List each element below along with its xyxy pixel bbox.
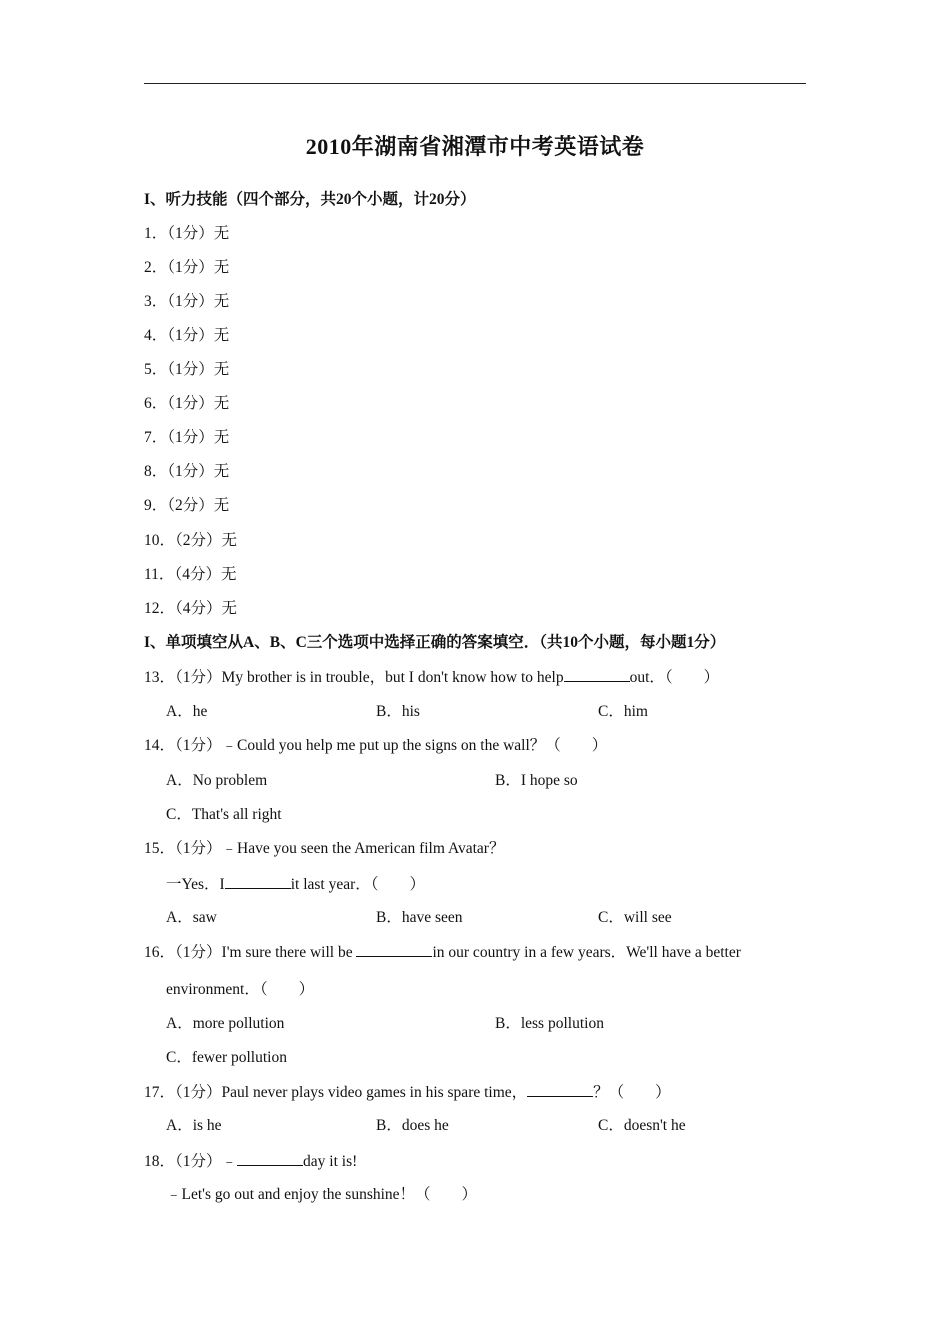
list-item: 3．（1分）无 <box>144 293 230 310</box>
question-15: 15．（1分）﹣Have you seen the American film Avatar？ <box>144 840 505 857</box>
list-item: 5．（1分）无 <box>144 361 230 378</box>
option-b: B．does he <box>376 1117 449 1134</box>
section-1-heading: I、听力技能（四个部分，共20个小题，计20分） <box>144 191 476 208</box>
question-15-reply: 一Yes．I it last year．（ ） <box>166 876 426 893</box>
option-c: C．That's all right <box>166 806 282 823</box>
question-14: 14．（1分）﹣Could you help me put up the signs on the wall？（ ） <box>144 737 608 754</box>
list-item: 7．（1分）无 <box>144 429 230 446</box>
answer-blank[interactable] <box>225 874 291 889</box>
option-a: A．more pollution <box>166 1015 285 1032</box>
question-18-reply: ﹣Let's go out and enjoy the sunshine！（ ） <box>166 1186 478 1203</box>
option-c: C．doesn't he <box>598 1117 686 1134</box>
option-c: C．fewer pollution <box>166 1049 287 1066</box>
header-rule <box>144 83 806 84</box>
question-18: 18．（1分）﹣ day it is! <box>144 1153 358 1170</box>
section-2-heading: I、单项填空从A、B、C三个选项中选择正确的答案填空．（共10个小题，每小题1分） <box>144 634 726 651</box>
list-item: 10．（2分）无 <box>144 532 238 549</box>
question-16-continued: environment．（ ） <box>166 981 315 998</box>
answer-blank[interactable] <box>356 942 432 957</box>
option-a: A．No problem <box>166 772 268 789</box>
option-c: C．him <box>598 703 648 720</box>
option-b: B．have seen <box>376 909 463 926</box>
list-item: 2．（1分）无 <box>144 259 230 276</box>
option-c: C．will see <box>598 909 672 926</box>
option-b: B．his <box>376 703 420 720</box>
list-item: 12．（4分）无 <box>144 600 238 617</box>
option-a: A．is he <box>166 1117 222 1134</box>
list-item: 4．（1分）无 <box>144 327 230 344</box>
option-b: B．less pollution <box>495 1015 604 1032</box>
list-item: 6．（1分）无 <box>144 395 230 412</box>
option-b: B．I hope so <box>495 772 578 789</box>
question-16: 16．（1分）I'm sure there will be in our country in a few years．We'll have a better <box>144 944 741 961</box>
page-title: 2010年湖南省湘潭市中考英语试卷 <box>305 134 645 159</box>
question-13: 13．（1分）My brother is in trouble，but I don't know how to help out．（ ） <box>144 669 720 686</box>
option-a: A．he <box>166 703 208 720</box>
list-item: 8．（1分）无 <box>144 463 230 480</box>
list-item: 9．（2分）无 <box>144 497 230 514</box>
list-item: 11．（4分）无 <box>144 566 237 583</box>
list-item: 1．（1分）无 <box>144 225 230 242</box>
option-a: A．saw <box>166 909 217 926</box>
question-17: 17．（1分）Paul never plays video games in his spare time， ？（ ） <box>144 1084 671 1101</box>
answer-blank[interactable] <box>527 1082 593 1097</box>
answer-blank[interactable] <box>564 667 630 682</box>
answer-blank[interactable] <box>237 1151 303 1166</box>
